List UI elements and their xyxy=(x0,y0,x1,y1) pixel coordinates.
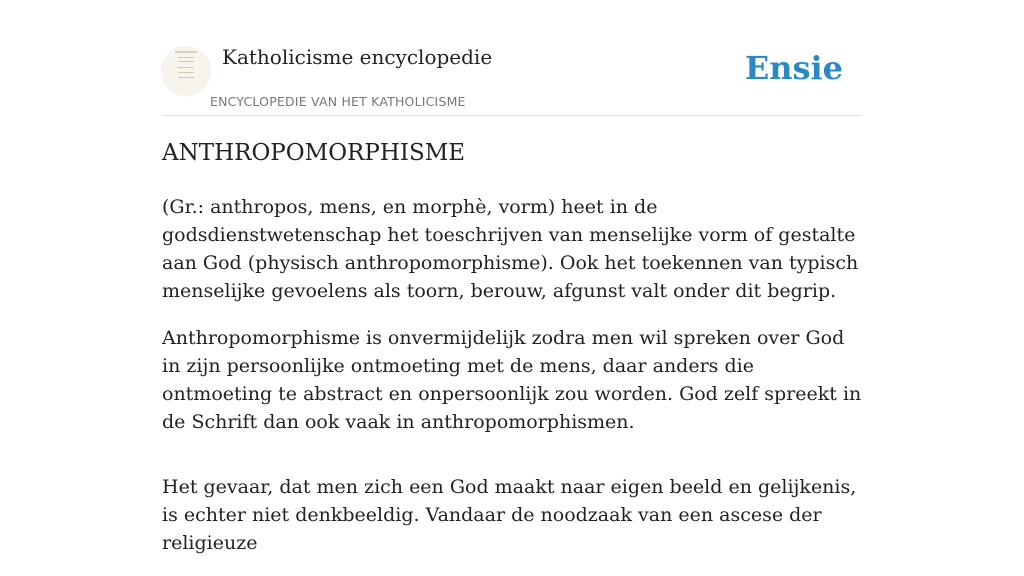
encyclopedia-logo-icon[interactable] xyxy=(162,47,210,95)
site-header xyxy=(162,0,862,116)
article-title: ANTHROPOMORPHISME xyxy=(162,140,466,166)
site-title[interactable]: Katholicisme encyclopedie xyxy=(222,45,493,69)
paragraph: Anthropomorphisme is onvermijdelijk zodra men wil spreken over God in zijn persoonlijke ontmoeting met de mens, daar anders die ontmoeting te abstract en onpersoonlijk zou worden. God zelf spreekt in de Schrift dan ook vaak in anthropomorphismen. xyxy=(162,327,862,433)
paragraph: (Gr.: anthropos, mens, en morphè, vorm) heet in de godsdienstwetenschap het toeschrijven van menselijke vorm of gestalte aan God (physisch anthropomorphisme). Ook het toekennen van typisch menselijke gevoelens als toorn, berouw, afgunst valt onder dit begrip. xyxy=(162,196,859,302)
paragraph: Het gevaar, dat men zich een God maakt naar eigen beeld en gelijkenis, is echter niet denkbeeldig. Vandaar de noodzaak van een ascese der religieuze xyxy=(162,476,857,554)
brand-logo[interactable]: Ensie xyxy=(744,49,843,87)
page xyxy=(162,0,862,554)
site-subtitle: ENCYCLOPEDIE VAN HET KATHOLICISME xyxy=(210,94,466,109)
article-body xyxy=(162,193,862,576)
